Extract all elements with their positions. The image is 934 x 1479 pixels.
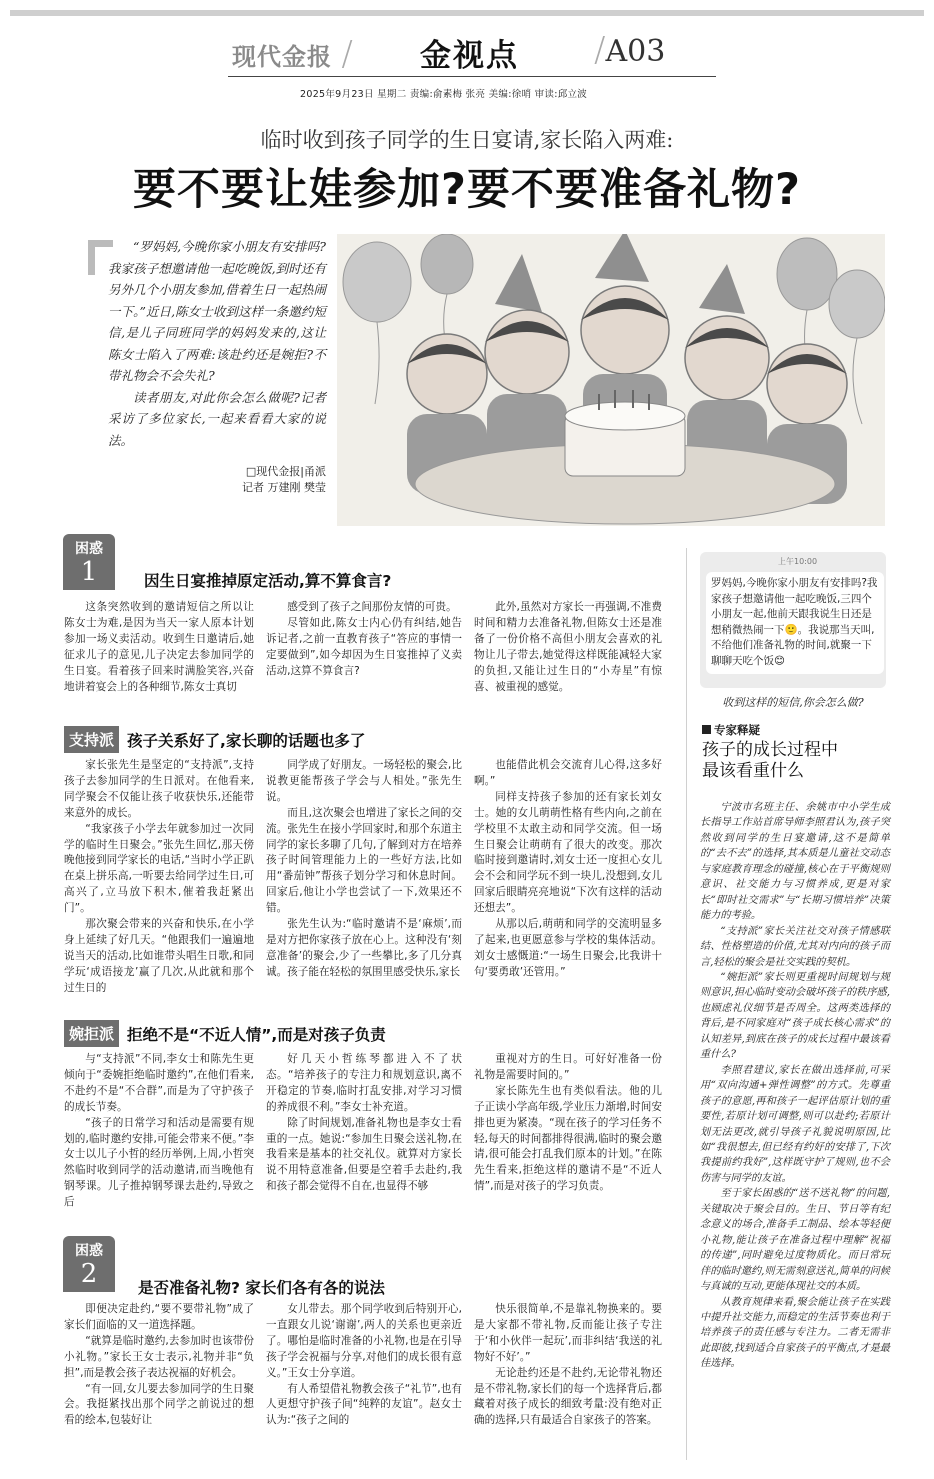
masthead-rule — [228, 76, 716, 77]
section1-col2 — [266, 600, 462, 680]
intro-paragraph: “罗妈妈,今晚你家小朋友有安排吗?我家孩子想邀请他一起吃晚饭,到时还有另外几个小朋友参加,借着生日一起热闹一下。”近日,陈女士收到这样一条邀约短信,是儿子同班同学的妈妈发来的,这让陈女士陷入了两难:该赴约还是婉拒?不带礼物会不会失礼? — [108, 239, 326, 383]
paragraph: 重视对方的生日。可好好准备一份礼物是需要时间的。” — [474, 1053, 662, 1081]
byline-reporters: 记者 万建刚 樊莹 — [242, 481, 326, 494]
paragraph: 而且,这次聚会也增进了家长之间的交流。张先生在接小学回家时,和那个东道主同学的家长多聊了几句,了解到对方在培养孩子时间管理能力上的一些好方法,比如用“番茄钟”帮孩子划分学习和休息时间。回家后,他让小学也尝试了一下,效果还不错。 — [266, 806, 462, 915]
section1-heading: 因生日宴推掉原定活动,算不算食言? — [144, 572, 392, 590]
expert-tag: 专家释疑 — [702, 722, 760, 738]
paragraph: 至于家长困惑的“送不送礼物”的问题,关键取决于聚会目的。生日、节日等有纪念意义的场合,准备手工制品、绘本等轻便小礼物,能让孩子在准备过程中理解“祝福的传递”,同时避免过度物质化。而日常玩伴的临时邀约,则无需刻意送礼,简单的问候与真诚的互动,更能体现社交的本质。 — [700, 1188, 890, 1293]
section1-col1 — [64, 600, 254, 695]
support-col3 — [474, 758, 662, 981]
paragraph: 快乐很简单,不是靠礼物换来的。要是大家都不带礼物,反而能让孩子专注于‘和小伙伴一起玩’,而非纠结‘我送的礼物好不好’。” — [474, 1303, 662, 1363]
paper-name: 现代金报 / — [232, 34, 354, 74]
badge-label: 困惑 — [75, 1243, 103, 1259]
refuse-heading-row — [64, 1020, 386, 1047]
paragraph: 那次聚会带来的兴奋和快乐,在小学身上延续了好几天。“他跟我们一遍遍地说当天的活动,比如谁带头唱生日歌,和同学玩‘成语接龙’赢了几次,从此就和那个过生日的 — [64, 918, 254, 994]
expert-title-line: 孩子的成长过程中 — [702, 740, 838, 760]
paragraph: 同样支持孩子参加的还有家长刘女士。她的女儿萌萌性格有些内向,之前在学校里不太敢主动和同学交流。但一场生日聚会让萌萌有了很大的改变。那次临时接到邀请时,刘女士还一度担心女儿会不会和同学玩不到一块儿,没想到,女儿回家后眼睛亮亮地说“下次有这样的活动还想去”。 — [474, 790, 662, 915]
birthday-party-illustration — [337, 234, 885, 526]
square-bullet-icon — [702, 725, 711, 734]
page-number: /A03 — [594, 30, 666, 70]
section1-col3 — [474, 600, 662, 695]
paragraph: 无论赴约还是不赴约,无论带礼物还是不带礼物,家长们的每一个选择背后,都藏着对孩子成长的细致考量:没有绝对正确的选择,只有最适合自家孩子的答案。 — [474, 1366, 662, 1427]
paragraph: 李照君建议,家长在做出选择前,可采用“双向沟通+弹性调整”的方式。先尊重孩子的意愿,再和孩子一起评估原计划的重要性,若原计划可调整,则可以赴约;若原计划无法更改,就引导孩子礼貌说明原因,比如“我很想去,但已经有约好的安排了,下次我提前约我好”,这样既守护了规则,也不会伤害与同学的友谊。 — [700, 1064, 890, 1184]
intro-paragraph: 读者朋友,对此你会怎么做呢?记者采访了多位家长,一起来看看大家的说法。 — [108, 389, 326, 448]
refuse-heading: 拒绝不是“不近人情”,而是对孩子负责 — [127, 1025, 386, 1044]
paragraph: 与“支持派”不同,李女士和陈先生更倾向于“委婉拒绝临时邀约”,在他们看来,不赴约不是“不合群”,而是为了守护孩子的成长节奏。 — [64, 1053, 254, 1113]
refuse-tag: 婉拒派 — [64, 1020, 119, 1047]
section2-col3 — [474, 1302, 662, 1429]
paragraph: 家长张先生是坚定的“支持派”,支持孩子去参加同学的生日派对。在他看来,同学聚会不仅能让孩子收获快乐,还能带来意外的成长。 — [64, 759, 254, 819]
wechat-message: 罗妈妈,今晚你家小朋友有安排吗?我家孩子想邀请他一起吃晚饭,三四个小朋友一起,他前天跟我说生日还是想稍微热闹一下🙂。我说那当天叫,不给他们准备礼物的时间,就聚一下聊聊天吃个饭😊 — [706, 572, 884, 674]
intro-text — [108, 236, 326, 451]
refuse-col3 — [474, 1052, 662, 1195]
byline — [180, 464, 326, 496]
paragraph: 也能借此机会交流育儿心得,这多好啊。” — [474, 759, 662, 787]
headline: 要不要让娃参加?要不要准备礼物? — [133, 165, 801, 215]
paragraph: 从教育规律来看,聚会能让孩子在实践中提升社交能力,而稳定的生活节奏也利于培养孩子的责任感与专注力。二者无需非此即彼,找到适合自家孩子的平衡点,才是最佳选择。 — [700, 1296, 890, 1370]
paragraph: 张先生认为:“临时邀请不是‘麻烦’,而是对方把你家孩子放在心上。这种没有‘刻意准备’的聚会,少了一些攀比,多了几分真诚。孩子能在轻松的氛围里感受快乐,家长 — [266, 918, 462, 978]
paragraph: 好几天小哲练琴都进入不了状态。“培养孩子的专注力和规划意识,离不开稳定的节奏,临时打乱安排,对学习习惯的养成很不利。”李女士补充道。 — [266, 1053, 462, 1113]
confusion-badge-1 — [63, 534, 115, 590]
paragraph: 此外,虽然对方家长一再强调,不准费时间和精力去准备礼物,但陈女士还是准备了一份价格不高但小朋友会喜欢的礼物让儿子带去,她觉得这样既能减轻大家的负担,又能让过生日的“小寿星”有惊喜、被重视的感觉。 — [474, 601, 662, 693]
support-col2 — [266, 758, 462, 981]
support-heading-row — [64, 726, 365, 753]
section2-col1 — [64, 1302, 254, 1429]
support-col1 — [64, 758, 254, 997]
paragraph: “支持派”家长关注社交对孩子情感联结、性格塑造的价值,尤其对内向的孩子而言,轻松的聚会是社交实践的契机。 — [700, 925, 890, 968]
illustration-svg — [337, 234, 885, 526]
kicker: 临时收到孩子同学的生日宴请,家长陷入两难: — [260, 128, 674, 152]
dateline: 2025年9月23日 星期二 责编:俞素梅 张亮 美编:徐哨 审读:邱立波 — [300, 89, 588, 100]
refuse-col2 — [266, 1052, 462, 1195]
wechat-time: 上午10:00 — [778, 557, 818, 566]
badge-number: 2 — [80, 1259, 98, 1289]
paragraph: 即便决定赴约,“要不要带礼物”成了家长们面临的又一道选择题。 — [64, 1303, 254, 1331]
column-divider — [686, 548, 687, 1460]
section2-col2 — [266, 1302, 462, 1429]
masthead-slash: / — [594, 30, 606, 70]
badge-number: 1 — [80, 557, 98, 587]
paragraph: “有一回,女儿要去参加同学的生日聚会。我挺紧找出那个同学之前说过的想看的绘本,包装好让 — [64, 1382, 254, 1427]
section2-heading: 是否准备礼物? 家长们各有各的说法 — [138, 1279, 385, 1297]
expert-title — [702, 740, 888, 782]
support-heading: 孩子关系好了,家长聊的话题也多了 — [127, 731, 366, 750]
byline-source: □现代金报|甬派 — [245, 465, 326, 478]
paragraph: 感受到了孩子之间那份友情的可贵。 — [287, 601, 457, 613]
paragraph: “我家孩子小学去年就参加过一次同学的临时生日聚会。”张先生回忆,那天傍晚他接到同学家长的电话,“当时小学正趴在桌上拼乐高,一听要去给同学过生日,可高兴了,立马放下积木,催着我赶紧出门”。 — [64, 822, 254, 915]
paragraph: 这条突然收到的邀请短信之所以让陈女士为难,是因为当天一家人原本计划参加一场义卖活动。收到生日邀请后,她征求儿子的意见,儿子决定去参加同学的生日宴。看着孩子回来时满脸笑容,兴奋地讲着宴会上的各种细节,陈女士真切 — [64, 601, 254, 693]
paragraph: “婉拒派”家长则更重视时间规划与规则意识,担心临时变动会破坏孩子的秩序感,也顾虑礼仪细节是否周全。这两类选择的背后,是不同家庭对“孩子成长核心需求”的认知差异,到底在孩子的成长过程中最该看重什么? — [700, 971, 890, 1061]
wechat-screenshot — [700, 552, 886, 688]
top-rule — [10, 10, 924, 16]
badge-label: 困惑 — [75, 541, 103, 557]
refuse-col1 — [64, 1052, 254, 1211]
paragraph: 同学成了好朋友。一场轻松的聚会,比说教更能帮孩子学会与人相处。”张先生说。 — [266, 759, 462, 803]
masthead-slash: / — [341, 34, 354, 74]
paragraph: 家长陈先生也有类似看法。他的儿子正读小学高年级,学业压力渐增,时间安排也更为紧凑。“现在孩子的学习任务不轻,每天的时间都排得很满,临时的聚会邀请,很可能会打乱我们原本的计划。”在陈先生看来,拒绝这样的邀请不是“不近人情”,而是对孩子的学习负责。 — [474, 1084, 662, 1193]
paragraph: 宁波市名班主任、余姚市中小学生成长指导工作站首席导师李照君认为,孩子突然收到同学的生日宴邀请,这不是简单的“去不去”的选择,其本质是儿童社交动态与家庭教育理念的碰撞,核心在于平衡规则意识、社交能力与习惯养成,更是对家长“即时社交需求”与“长期习惯培养”决策能力的考验。 — [700, 802, 890, 922]
wechat-caption: 收到这样的短信,你会怎么做? — [722, 696, 864, 709]
paragraph: “就算是临时邀约,去参加时也该带份小礼物。”家长王女士表示,礼物并非“负担”,而是教会孩子表达祝福的好机会。 — [64, 1334, 254, 1379]
paragraph: 尽管如此,陈女士内心仍有纠结,她告诉记者,之前一直教育孩子“答应的事情一定要做到”,如今却因为生日宴推掉了义卖活动,这算不算食言? — [266, 616, 462, 677]
paragraph: “孩子的日常学习和活动是需要有规划的,临时邀约安排,可能会带来不便。”李女士以儿子小哲的经历举例,上周,小哲突然临时收到同学的活动邀请,而当晚他有钢琴课。儿子推掉钢琴课去赴约,导致之后 — [64, 1116, 254, 1209]
confusion-badge-2 — [63, 1236, 115, 1292]
paragraph: 除了时间规划,准备礼物也是李女士看重的一点。她说:“参加生日聚会送礼物,在我看来是基本的社交礼仪。就算对方家长说不用特意准备,但要是空着手去赴约,我和孩子都会觉得不自在,也显得不够 — [266, 1116, 462, 1193]
expert-title-line: 最该看重什么 — [702, 761, 804, 781]
paragraph: 从那以后,萌萌和同学的交流明显多了起来,也更愿意参与学校的集体活动。刘女士感慨道:“一场生日聚会,比我讲十句‘要勇敢’还管用。” — [474, 918, 662, 978]
section-name: 金视点 — [420, 38, 519, 74]
expert-text — [700, 800, 890, 1372]
support-tag: 支持派 — [64, 726, 119, 753]
paragraph: 有人希望借礼物教会孩子“礼节”,也有人更想守护孩子间“纯粹的友谊”。赵女士认为:“孩子之间的 — [266, 1382, 462, 1427]
paragraph: 女儿带去。那个同学收到后特别开心,一直跟女儿说‘谢谢’,两人的关系也更亲近了。哪怕是临时准备的小礼物,也是在引导孩子学会祝福与分享,对他们的成长很有意义。”王女士分享道。 — [266, 1303, 462, 1379]
